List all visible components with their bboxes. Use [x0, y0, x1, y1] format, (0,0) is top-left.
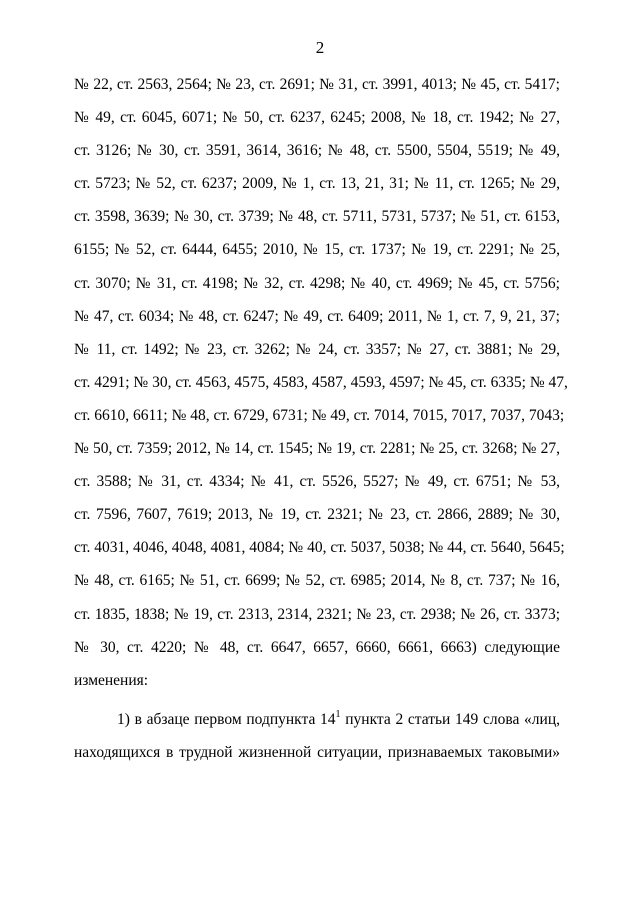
document-body — [74, 73, 568, 774]
text-line: № 30, ст. 4220; № 48, ст. 6647, 6657, 6660, 6661, 6663) следующие — [74, 638, 560, 656]
item-1-second-line: находящихся в трудной жизненной ситуации, признаваемых таковыми» — [74, 743, 560, 761]
text-line: № 49, ст. 6045, 6071; № 50, ст. 6237, 6245; 2008, № 18, ст. 1942; № 27, — [74, 109, 560, 127]
text-line: № 48, ст. 6165; № 51, ст. 6699; № 52, ст. 6985; 2014, № 8, ст. 737; № 16, — [74, 572, 560, 590]
text-line: ст. 3070; № 31, ст. 4198; № 32, ст. 4298; № 40, ст. 4969; № 45, ст. 5756; — [74, 274, 560, 292]
text-line: № 50, ст. 7359; 2012, № 14, ст. 1545; № 19, ст. 2281; № 25, ст. 3268; № 27, — [74, 440, 560, 458]
text-line: ст. 6610, 6611; № 48, ст. 6729, 6731; № 49, ст. 7014, 7015, 7017, 7037, 7043; — [74, 406, 565, 424]
text-line: № 47, ст. 6034; № 48, ст. 6247; № 49, ст. 6409; 2011, № 1, ст. 7, 9, 21, 37; — [74, 307, 560, 325]
text-line: ст. 1835, 1838; № 19, ст. 2313, 2314, 2321; № 23, ст. 2938; № 26, ст. 3373; — [74, 605, 560, 623]
text-line: ст. 3598, 3639; № 30, ст. 3739; № 48, ст. 5711, 5731, 5737; № 51, ст. 6153, — [74, 208, 560, 226]
text-line: изменения: — [74, 671, 149, 689]
text-line: ст. 3588; № 31, ст. 4334; № 41, ст. 5526, 5527; № 49, ст. 6751; № 53, — [74, 473, 560, 491]
text-line: № 22, ст. 2563, 2564; № 23, ст. 2691; № 31, ст. 3991, 4013; № 45, ст. 5417; — [74, 76, 560, 93]
text-line: ст. 4031, 4046, 4048, 4081, 4084; № 40, ст. 5037, 5038; № 44, ст. 5640, 5645; — [74, 539, 565, 557]
item-1-text-before: 1) в абзаце первом подпункта 14 — [117, 710, 336, 728]
item-1-first-line — [74, 708, 560, 741]
item-1-text-after: пункта 2 статьи 149 слова «лиц, — [340, 710, 560, 728]
text-line: № 11, ст. 1492; № 23, ст. 3262; № 24, ст. 3357; № 27, ст. 3881; № 29, — [74, 340, 560, 358]
text-line: 6155; № 52, ст. 6444, 6455; 2010, № 15, ст. 1737; № 19, ст. 2291; № 25, — [74, 241, 560, 259]
text-line: ст. 5723; № 52, ст. 6237; 2009, № 1, ст. 13, 21, 31; № 11, ст. 1265; № 29, — [74, 175, 560, 193]
text-line: ст. 3126; № 30, ст. 3591, 3614, 3616; № 48, ст. 5500, 5504, 5519; № 49, — [74, 142, 560, 160]
text-line: ст. 7596, 7607, 7619; 2013, № 19, ст. 2321; № 23, ст. 2866, 2889; № 30, — [74, 506, 560, 524]
page-number: 2 — [315, 38, 325, 57]
item-1-superscript: 1 — [335, 708, 341, 720]
text-line: ст. 4291; № 30, ст. 4563, 4575, 4583, 4587, 4593, 4597; № 45, ст. 6335; № 47, — [74, 373, 568, 391]
